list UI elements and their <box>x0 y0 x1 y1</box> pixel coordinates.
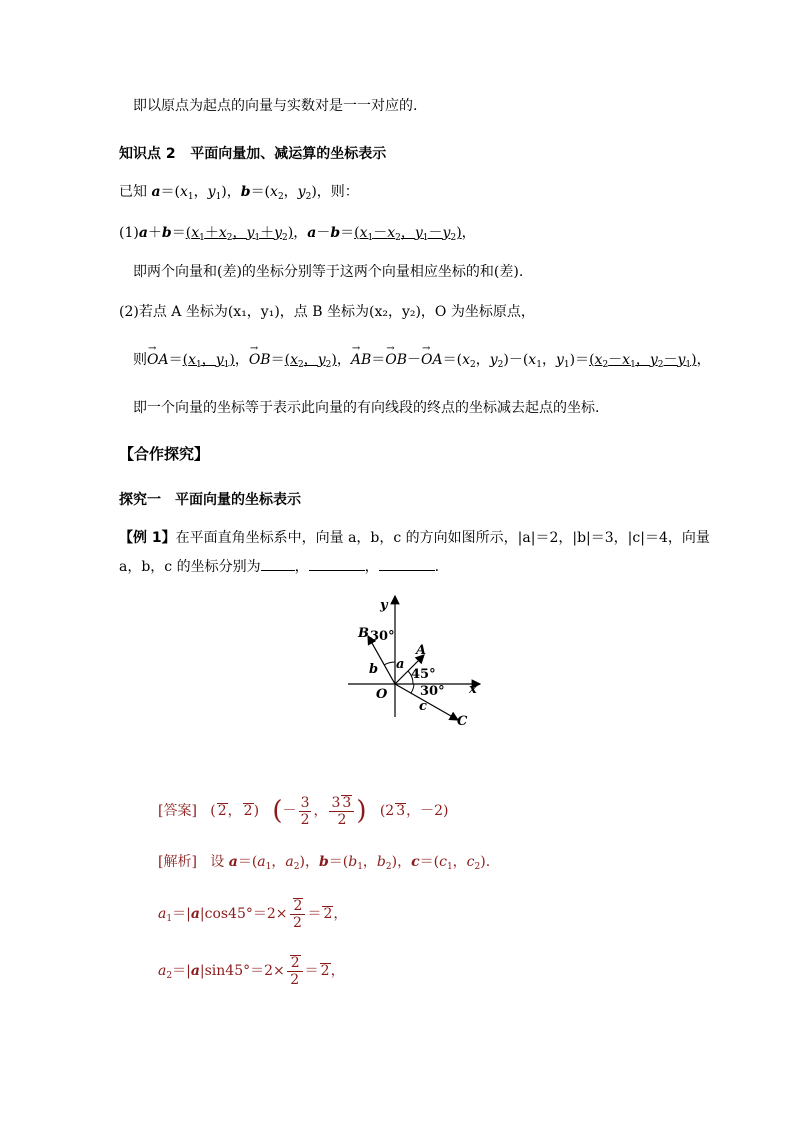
label-angle-a: 45° <box>411 667 436 682</box>
angle-arc-c <box>411 684 414 693</box>
part1-formula: $(1)a+b=(x_1+x_2$，$y_1+y_2$)，$a-b=(x_1-x_2$，$y_1-y_2$)， <box>119 225 476 243</box>
text-line-origin-correspondence: 即以原点为起点的向量与实数对是一一对应的. <box>133 98 418 114</box>
example-label: 【例 1】 <box>119 530 176 546</box>
answer-label: [答案] <box>158 803 197 819</box>
part2-explanation: 即一个向量的坐标等于表示此向量的有向线段的终点的坐标减去起点的坐标. <box>133 400 600 416</box>
angle-arc-b <box>384 662 395 665</box>
example-line-2: a，b，c 的坐标分别为 ， ， . <box>119 556 439 577</box>
example-line-1: 【例 1】在平面直角坐标系中，向量 a，b，c 的方向如图所示，|a|＝2，|b|＝3，|c|＝4，向量 <box>119 530 710 546</box>
part1-explanation: 即两个向量和(差)的坐标分别等于这两个向量相应坐标的和(差). <box>133 264 524 280</box>
label-origin: O <box>376 687 388 702</box>
vector-figure <box>340 592 500 742</box>
given-line: 已知 $a=(x_1$，$y_1$)，$b=(x_2$，$y_2$)，则： <box>119 184 359 202</box>
explore-heading: 探究一 平面向量的坐标表示 <box>119 492 301 508</box>
label-point-b: B <box>358 626 369 641</box>
analysis-label: [解析] <box>158 854 197 870</box>
section-heading: 【合作探究】 <box>119 445 210 463</box>
analysis-a1: $a_1=|a|\cos 45^\circ=2\times$ $\frac{2}{2}$ ＝ 2， <box>158 897 348 931</box>
label-vec-a: a <box>396 657 405 672</box>
part2-condition: (2)若点 A 坐标为(x₁，y₁)，点 B 坐标为(x₂，y₂)，O 为坐标原点， <box>119 304 535 320</box>
label-x: x <box>469 682 477 697</box>
label-point-a: A <box>416 643 427 658</box>
label-point-c: C <box>457 714 468 729</box>
label-vec-b: b <box>369 662 379 677</box>
label-angle-c: 30° <box>420 684 445 699</box>
answer-line: [答案] ( 2， 2) (－ $\frac{3}{2}$ ， $\frac{3 3}{2}$ ) (2 3，－2) <box>158 794 449 828</box>
label-y: y <box>380 598 388 613</box>
knowledge-point-heading <box>119 144 386 164</box>
analysis-a2: $a_2=|a|\sin 45^\circ=2\times$ $\frac{2}{2}$ ＝ 2， <box>158 954 345 988</box>
kp-title: 平面向量加、减运算的坐标表示 <box>190 146 387 162</box>
label-angle-b: 30° <box>370 629 395 644</box>
kp-label: 知识点 2 <box>119 146 176 162</box>
analysis-line: [解析] 设 $a=(a_1$，$a_2$)，$b=(b_1$，$b_2$)，$c=(c_1$，$c_2$). <box>158 854 491 872</box>
part2-formula: 则→ $OA=(x_1$，$y_1$)，→ $OB=(x_2$，$y_2$)，→ $AB=\to OB-\to OA=(x_2$，$y_2)-(x_1$，$y_1)=(x_2-x_1$，$y_2-y_1$)， <box>133 350 711 375</box>
label-vec-c: c <box>419 699 427 714</box>
